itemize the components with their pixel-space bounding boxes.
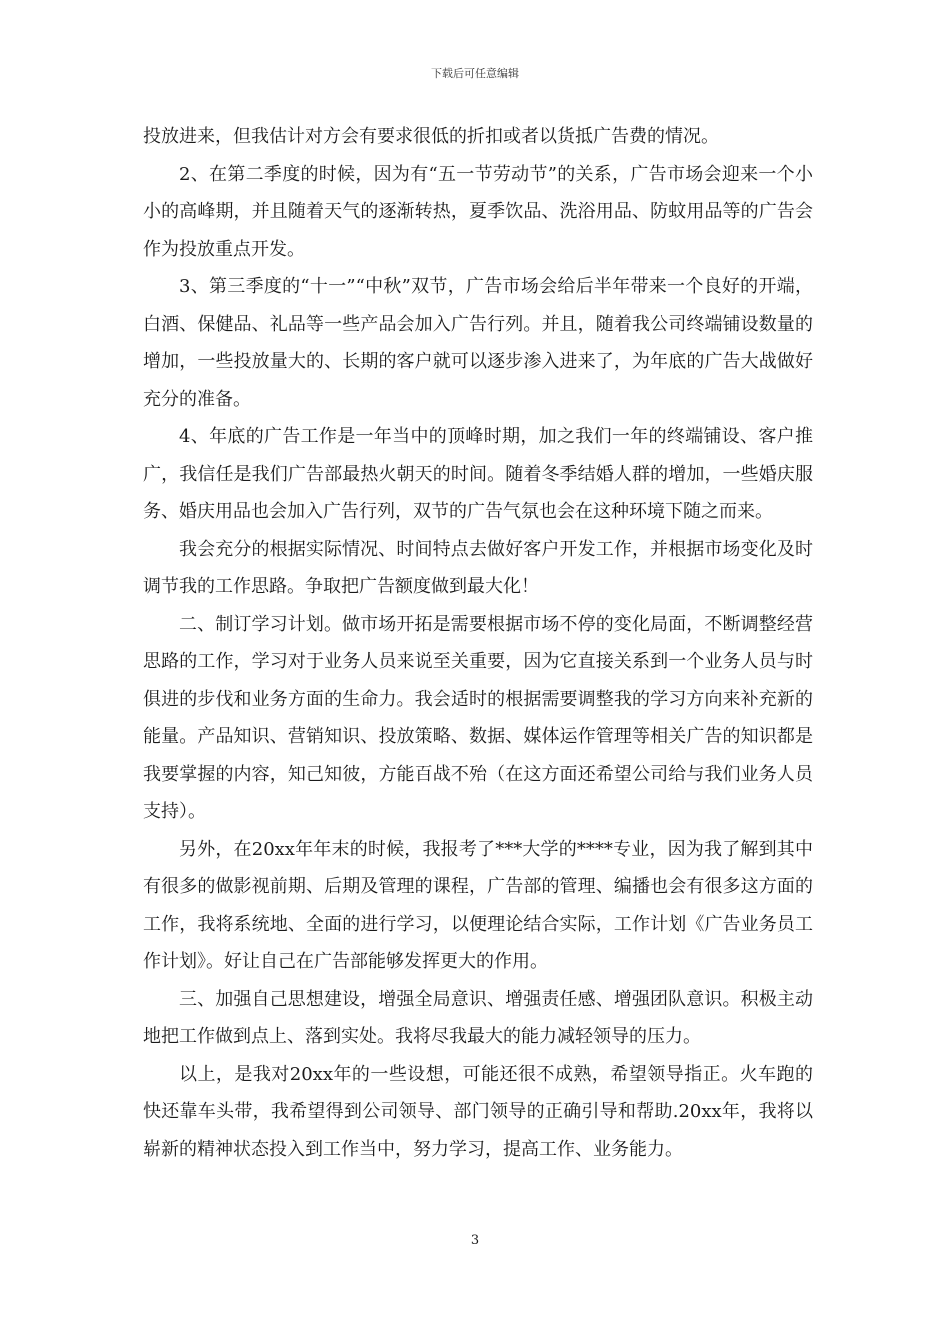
document-body bbox=[143, 118, 813, 1168]
paragraph: 投放进来，但我估计对方会有要求很低的折扣或者以货抵广告费的情况。 bbox=[143, 126, 719, 147]
paragraph: 4、年底的广告工作是一年当中的顶峰时期，加之我们一年的终端铺设、客户推广，我信任是我们广告部最热火朝天的时间。随着冬季结婚人群的增加，一些婚庆服务、婚庆用品也会加入广告行列，双节的广告气氛也会在这种环境下随之而来。 bbox=[143, 426, 813, 522]
paragraph: 另外，在20xx年年末的时候，我报考了***大学的****专业，因为我了解到其中有很多的做影视前期、后期及管理的课程，广告部的管理、编播也会有很多这方面的工作，我将系统地、全面的进行学习，以便理论结合实际，工作计划《广告业务员工作计划》。好让自己在广告部能够发挥更大的作用。 bbox=[143, 838, 813, 972]
paragraph: 3、第三季度的“十一”“中秋”双节，广告市场会给后半年带来一个良好的开端，白酒、保健品、礼品等一些产品会加入广告行列。并且，随着我公司终端铺设数量的增加，一些投放量大的、长期的客户就可以逐步渗入进来了，为年底的广告大战做好充分的准备。 bbox=[143, 276, 813, 410]
paragraph: 以上，是我对20xx年的一些设想，可能还很不成熟，希望领导指正。火车跑的快还靠车头带，我希望得到公司领导、部门领导的正确引导和帮助.20xx年，我将以崭新的精神状态投入到工作当中，努力学习，提高工作、业务能力。 bbox=[143, 1063, 813, 1160]
paragraph: 2、在第二季度的时候，因为有“五一节劳动节”的关系，广告市场会迎来一个小小的高峰期，并且随着天气的逐渐转热，夏季饮品、洗浴用品、防蚊用品等的广告会作为投放重点开发。 bbox=[143, 163, 813, 260]
paragraph: 我会充分的根据实际情况、时间特点去做好客户开发工作，并根据市场变化及时调节我的工作思路。争取把广告额度做到最大化！ bbox=[143, 538, 813, 597]
paragraph: 二、制订学习计划。做市场开拓是需要根据市场不停的变化局面，不断调整经营思路的工作，学习对于业务人员来说至关重要，因为它直接关系到一个业务人员与时俱进的步伐和业务方面的生命力。我会适时的根据需要调整我的学习方向来补充新的能量。产品知识、营销知识、投放策略、数据、媒体运作管理等相关广告的知识都是我要掌握的内容，知己知彼，方能百战不殆（在这方面还希望公司给与我们业务人员支持）。 bbox=[143, 613, 813, 822]
page-header: 下载后可任意编辑 bbox=[431, 67, 519, 80]
paragraph: 三、加强自己思想建设，增强全局意识、增强责任感、增强团队意识。积极主动地把工作做到点上、落到实处。我将尽我最大的能力减轻领导的压力。 bbox=[143, 988, 813, 1047]
page-number: 3 bbox=[470, 1233, 480, 1248]
